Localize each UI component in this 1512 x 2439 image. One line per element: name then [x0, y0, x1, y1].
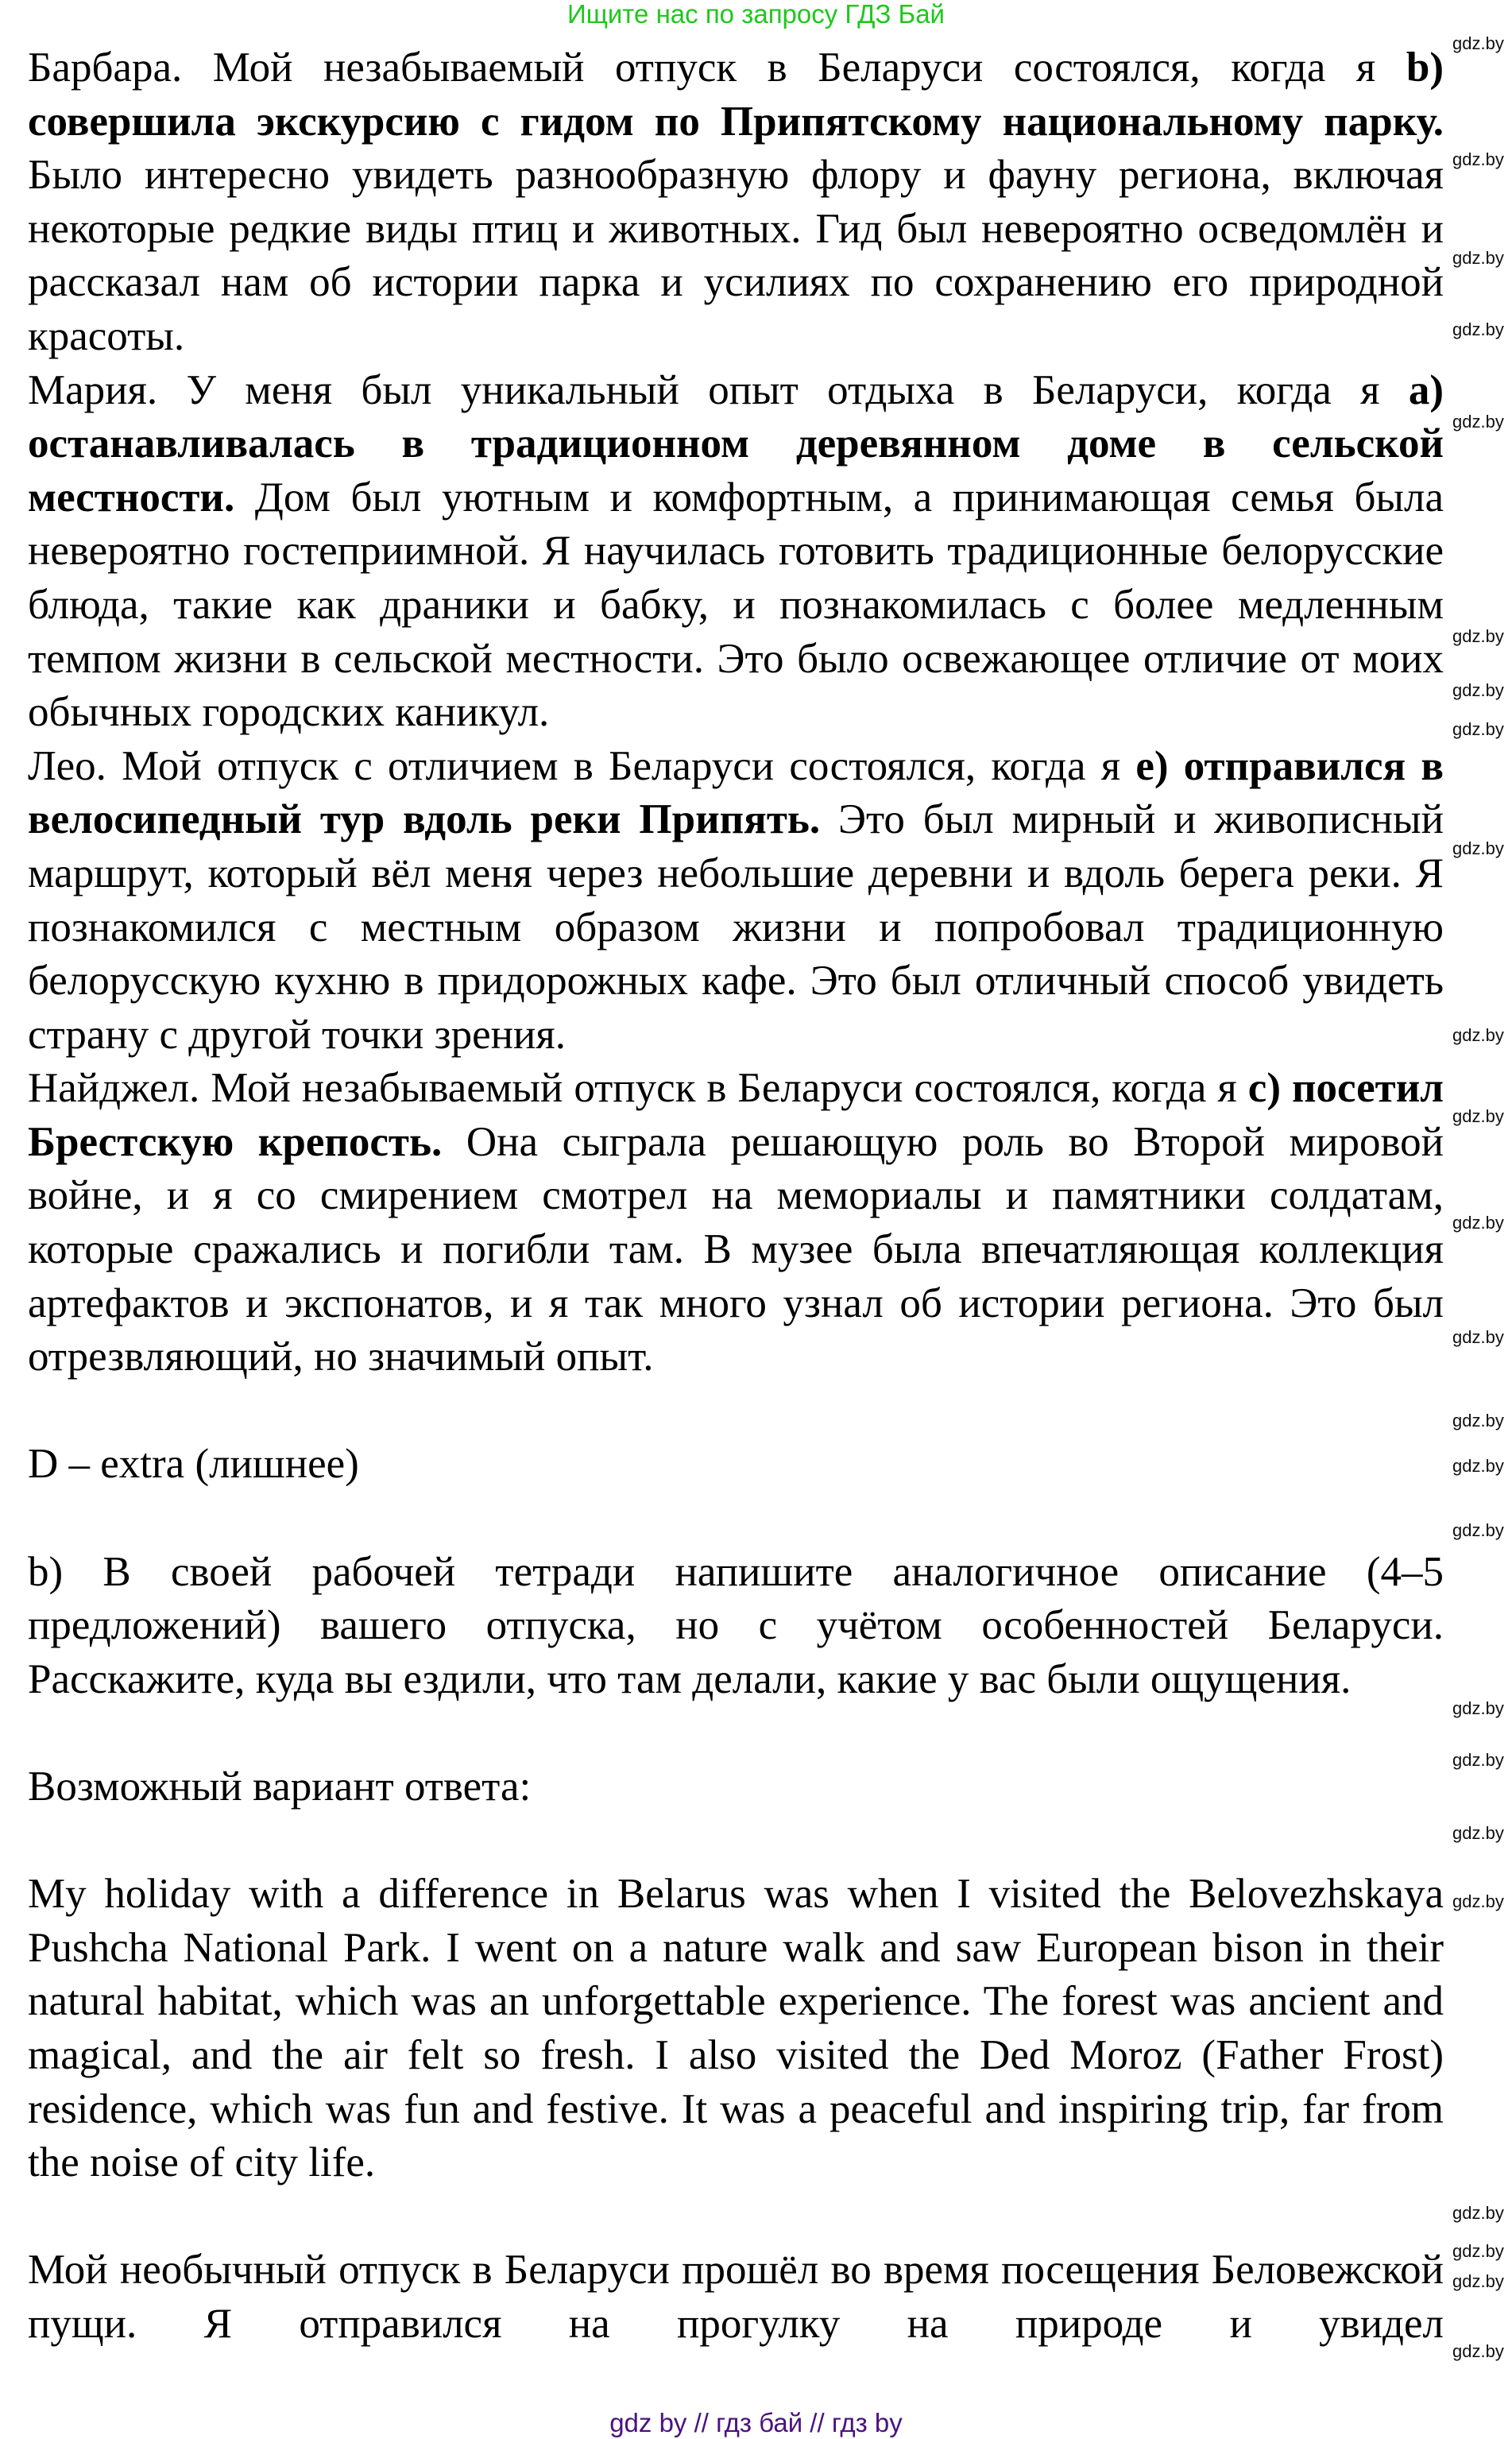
search-banner: Ищите нас по запросу ГДЗ Бай	[567, 0, 945, 29]
watermark: gdz.by	[1452, 248, 1504, 268]
extra-line: D – extra (лишнее)	[28, 1441, 359, 1488]
answer-russian: Мой необычный отпуск в Беларуси прошёл во время посещения Беловежской пущи. Я отправился на прогулку на природе и увидел	[28, 2247, 1444, 2347]
text: Было интересно увидеть разнообразную флору и фауну региона, включая некоторые редкие виды птиц и животных. Гид был невероятно осведомлён и рассказал нам об истории парка и усилиях по сохранению его природной красоты.	[28, 152, 1444, 359]
watermark: gdz.by	[1452, 1823, 1504, 1843]
watermark: gdz.by	[1452, 2241, 1504, 2261]
watermark: gdz.by	[1452, 1327, 1504, 1347]
document-body	[28, 41, 1444, 2352]
watermark: gdz.by	[1452, 1520, 1504, 1540]
spacer	[28, 1814, 1444, 1868]
answer-bold: а) останавливалась в традиционном деревянном доме в сельской местности.	[28, 366, 1444, 521]
watermark: gdz.by	[1452, 412, 1504, 432]
watermark: gdz.by	[1452, 2203, 1504, 2223]
spacer	[28, 1706, 1444, 1760]
watermark: gdz.by	[1452, 2341, 1504, 2361]
text: Мария. У меня был уникальный опыт отдыха в Беларуси, когда я	[28, 366, 1409, 413]
watermark: gdz.by	[1452, 33, 1504, 53]
watermark: gdz.by	[1452, 1025, 1504, 1045]
watermark: gdz.by	[1452, 1891, 1504, 1911]
watermark: gdz.by	[1452, 1213, 1504, 1233]
watermark: gdz.by	[1452, 149, 1504, 169]
watermark: gdz.by	[1452, 1106, 1504, 1126]
footer-links: gdz by // гдз бай // гдз by	[609, 2408, 903, 2437]
spacer	[28, 2190, 1444, 2244]
text: Барбара. Мой незабываемый отпуск в Беларуси состоялся, когда я	[28, 45, 1406, 91]
paragraph-leo	[28, 740, 1444, 1063]
paragraph-maria	[28, 364, 1444, 740]
answer-label: Возможный вариант ответа:	[28, 1763, 532, 1810]
answer-english: My holiday with a difference in Belarus was when I visited the Belovezhskaya Pushcha National Park. I went on a nature walk and saw European bison in their natural habitat, which was an unforgettable experience. The forest was ancient and magical, and the air felt so fresh. I also visited the Ded Moroz (Father Frost) residence, which was fun and festive. It was a peaceful and inspiring trip, far from the noise of city life.	[28, 1871, 1444, 2186]
watermark: gdz.by	[1452, 1456, 1504, 1476]
answer-bold: е) отправился в велосипедный тур вдоль реки Припять.	[28, 742, 1444, 843]
watermark: gdz.by	[1452, 1750, 1504, 1770]
text: Это был мирный и живописный маршрут, который вёл меня через небольшие деревни и вдоль берега реки. Я познакомился с местным образом жизни и попробовал традиционную белорусскую кухню в придорожных кафе. Это был отличный способ увидеть страну с другой точки зрения.	[28, 796, 1444, 1058]
text: Дом был уютным и комфортным, а принимающая семья была невероятно гостеприимной. Я научилась готовить традиционные белорусские блюда, такие как драники и бабку, и познакомилась с более медленным темпом жизни в сельской местности. Это было освежающее отличие от моих обычных городских каникул.	[28, 474, 1444, 736]
watermark: gdz.by	[1452, 1698, 1504, 1718]
watermark: gdz.by	[1452, 1411, 1504, 1430]
text: Она сыграла решающую роль во Второй мировой войне, и я со смирением смотрел на мемориалы и памятники солдатам, которые сражались и погибли там. В музее была впечатляющая коллекция артефактов и экспонатов, и я так много узнал об истории региона. Это был отрезвляющий, но значимый опыт.	[28, 1118, 1444, 1380]
answer-bold: с) посетил Брестскую крепость.	[28, 1065, 1444, 1165]
paragraph-nigel	[28, 1062, 1444, 1384]
watermark: gdz.by	[1452, 626, 1504, 646]
spacer	[28, 1492, 1444, 1546]
watermark: gdz.by	[1452, 680, 1504, 700]
watermark: gdz.by	[1452, 838, 1504, 858]
text: Лео. Мой отпуск с отличием в Беларуси состоялся, когда я	[28, 742, 1136, 789]
watermark: gdz.by	[1452, 319, 1504, 339]
spacer	[28, 1384, 1444, 1438]
paragraph-barbara	[28, 41, 1444, 364]
task-b: b) В своей рабочей тетради напишите аналогичное описание (4–5 предложений) вашего отпуска, но с учётом особенностей Беларуси. Расскажите, куда вы ездили, что там делали, какие у вас были ощущения.	[28, 1548, 1444, 1702]
watermark: gdz.by	[1452, 2271, 1504, 2291]
text: Найджел. Мой незабываемый отпуск в Беларуси состоялся, когда я	[28, 1065, 1248, 1112]
answer-bold: b) совершила экскурсию с гидом по Припятскому национальному парку.	[28, 45, 1444, 145]
watermark: gdz.by	[1452, 719, 1504, 739]
